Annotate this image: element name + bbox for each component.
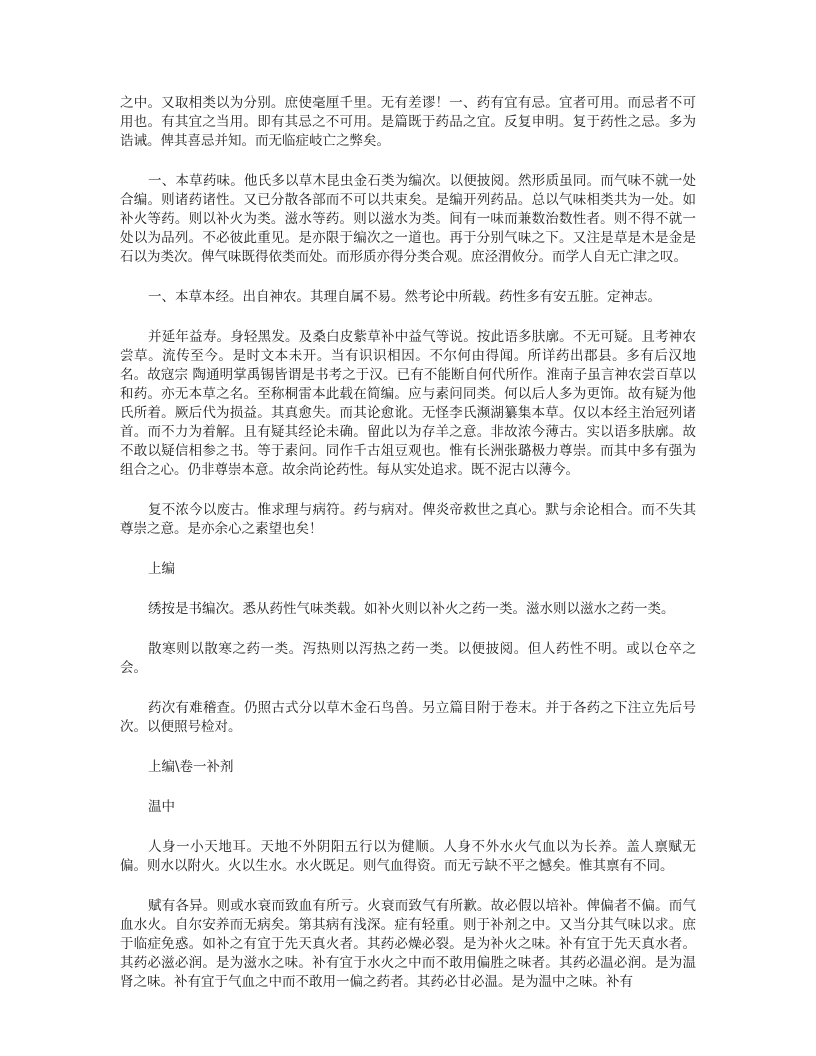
paragraph: 散寒则以散寒之药一类。泻热则以泻热之药一类。以便披阅。但人药性不明。或以仓卒之会。 [120,641,696,676]
paragraph: 复不浓今以废古。惟求理与病符。药与病对。俾炎帝救世之真心。默与余论相合。而不失其尊崇之意。是亦余心之素望也矣！ [120,502,696,537]
paragraph: 一、本草本经。出自神农。其理自属不易。然考论中所载。药性多有安五脏。定神志。 [148,289,661,305]
paragraph: 绣按是书编次。悉从药性气味类载。如补火则以补火之药一类。滋水则以滋水之药一类。 [148,601,675,617]
paragraph: 一、本草药味。他氏多以草木昆虫金石类为编次。以便披阅。然形质虽同。而气味不就一处合编。则诸药诸性。又已分散各部而不可以共束矣。是编开列药品。总以气味相类共为一处。如补火等药。则以补火为类。滋水等药。则以滋水为类。间有一味而兼数治数性者。则不得不就一处以为品列。不必彼此重见。是亦限于编次之一道也。再于分别气味之下。又注是草是木是金是石以为类次。俾气味既得依类而处。而形质亦得分类合观。庶泾渭攸分。而学人自无亡津之叹。 [120,173,696,265]
section-heading: 温中 [148,799,175,815]
document-page [120,94,696,1013]
paragraph: 之中。又取相类以为分别。庶使毫厘千里。无有差谬！一、药有宜有忌。宜者可用。而忌者不可用也。有其宜之当用。即有其忌之不可用。是篇既于药品之宜。反复申明。复于药性之忌。多为诰诫。俾其喜忌并知。而无临症岐亡之弊矣。 [120,95,696,149]
paragraph: 人身一小天地耳。天地不外阴阳五行以为健顺。人身不外水火气血以为长养。盖人禀赋无偏。则水以附火。火以生水。水火既足。则气血得资。而无亏缺不平之憾矣。惟其禀有不同。 [120,839,696,874]
paragraph: 赋有各异。则或水衰而致血有所亏。火衰而致气有所歉。故必假以培补。俾偏者不偏。而气血水火。自尔安养而无病矣。第其病有浅深。症有轻重。则于补剂之中。又当分其气味以求。庶于临症免惑。如补之有宜于先天真火者。其药必燥必裂。是为补火之味。补有宜于先天真水者。其药必滋必润。是为滋水之味。补有宜于水火之中而不敢用偏胜之味者。其药必温必润。是为温肾之味。补有宜于气血之中而不敢用一偏之药者。其药必甘必温。是为温中之味。补有 [120,898,696,990]
paragraph: 药次有难稽查。仍照古式分以草木金石鸟兽。另立篇目附于卷末。并于各药之下注立先后号次。以便照号检对。 [120,700,696,735]
paragraph: 并延年益寿。身轻黑发。及桑白皮紫草补中益气等说。按此语多肤廓。不无可疑。且考神农尝草。流传至今。是时文本未开。当有识识相因。不尔何由得闻。所详药出郡县。多有后汉地名。故寇宗 陶通明掌禹锡皆谓是书考之于汉。已有不能断自何代所作。淮南子虽言神农尝百草以和药。亦无本草之名。至称桐雷本此载在简编。应与素问同类。何以后人多为更饰。故有疑为他氏所着。厥后代为损益。其真愈失。而其论愈讹。无怪李氏濒湖纂集本草。仅以本经主治冠列诸首。而不力为着解。且有疑其经论未确。留此以为存羊之意。非故浓今薄古。实以语多肤廓。故不敢以疑信相参之书。等于素问。同作千古俎豆观也。惟有长洲张璐极力尊崇。而其中多有强为组合之心。仍非尊崇本意。故余尚论药性。每从实处追求。既不泥古以薄今。 [120,329,696,478]
section-heading: 上编 [148,561,175,577]
section-heading: 上编\卷一补剂 [148,759,234,775]
